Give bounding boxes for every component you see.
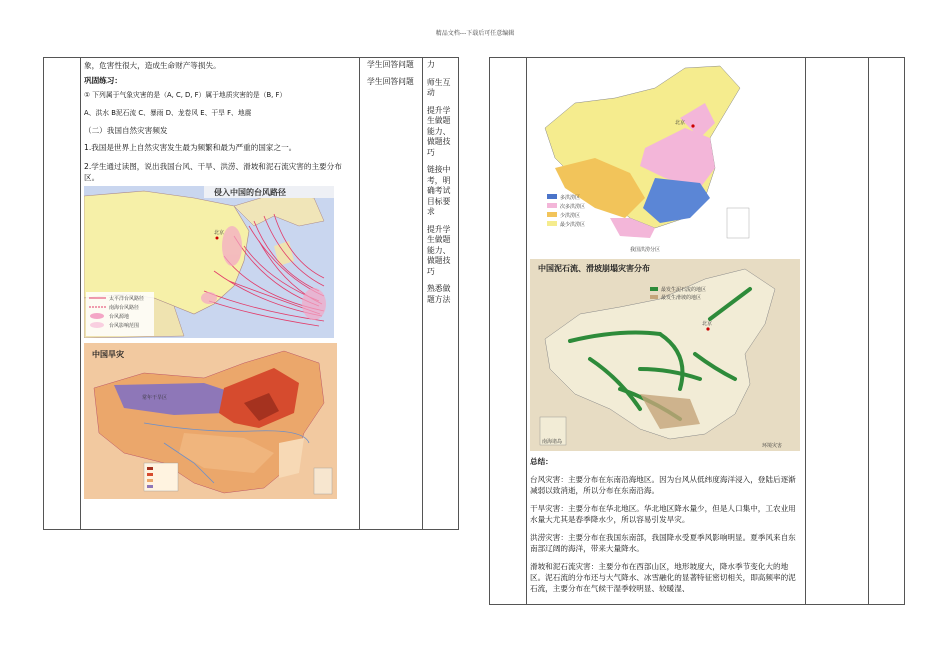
intent-4: 链接中考，明确考试目标要求 (427, 165, 451, 216)
landslide-debris-map (530, 259, 800, 451)
landslide-map-title: 中国泥石流、滑坡崩塌灾害分布 (538, 264, 650, 273)
drought-map (84, 343, 337, 499)
right-student-column (806, 58, 869, 605)
left-lesson-table (43, 57, 459, 530)
flood-legend-2: 次多洪涝区 (560, 204, 586, 210)
intent-3: 提升学生做题能力、做题技巧 (427, 105, 451, 157)
typhoon-path-map (84, 186, 334, 338)
landslide-credit: 环境灾害 (762, 443, 783, 449)
intent-6: 熟悉做题方法 (427, 284, 451, 304)
typhoon-map-title: 侵入中国的台风路径 (214, 188, 286, 197)
point-2: 2.学生通过读图，说出我国台风、干旱、洪涝、滑坡和泥石流灾害的主要分布区。 (84, 162, 342, 182)
section-2-heading: （二）我国自然灾害频发 (84, 126, 168, 135)
student-activity-2: 学生回答问题 (367, 76, 414, 86)
right-intent-column (869, 58, 905, 605)
landslide-legend-2: 最发生滑坡的地区 (661, 295, 702, 301)
flood-map-caption: 我国洪涝分区 (630, 247, 661, 253)
summary-landslide: 滑坡和泥石流灾害：主要分布在西部山区，地形坡度大，降水季节变化大的地区。泥石流的分布还与大气降水、冰雪融化的显著特征密切相关，即高频率的泥石流，主要分布在气候干湿季较明显、较暖湿、 (530, 562, 796, 593)
student-activity-column (360, 58, 423, 530)
right-blank-column (490, 58, 527, 605)
flood-legend-1: 多洪涝区 (560, 195, 581, 201)
typhoon-legend-1: 太平洋台风路径 (109, 296, 145, 302)
question-1: ① 下列属于气象灾害的是（A, C, D, F）属于地质灾害的是（B, F） (84, 91, 287, 99)
intent-2: 师生互动 (427, 77, 451, 97)
right-lesson-table (489, 57, 905, 605)
typhoon-legend-2: 南海台风路径 (109, 305, 140, 311)
practice-title: 巩固练习： (84, 76, 122, 85)
drought-map-title: 中国旱灾 (92, 350, 124, 359)
typhoon-legend-4: 台风影响范围 (109, 323, 140, 329)
summary-drought: 干旱灾害：主要分布在华北地区。华北地区降水量少，但是人口集中，工农业用水量大尤其是春季降水少，所以容易引发旱灾。 (530, 504, 796, 524)
flood-legend-4: 最少洪涝区 (560, 222, 586, 228)
landslide-beijing-label: 北京 (702, 321, 713, 327)
flood-legend-3: 少洪涝区 (560, 213, 581, 219)
question-1-options: A、洪水 B泥石流 C、暴雨 D、龙卷风 E、干旱 F、地震 (84, 109, 252, 117)
right-content-column (527, 58, 806, 605)
intent-1: 力 (427, 60, 435, 69)
design-intent-column (423, 58, 459, 530)
left-blank-column (44, 58, 81, 530)
typhoon-legend-3: 台风源地 (109, 314, 130, 320)
summary-typhoon: 台风灾害：主要分布在东南沿海地区。因为台风从低纬度海洋浸入，登陆后逐渐减弱以致消逝，所以分布在东南沿海。 (530, 475, 796, 495)
typhoon-beijing-label: 北京 (214, 230, 225, 236)
left-content-column (81, 58, 360, 530)
page-header: 精品文档---下载后可任意编辑 (435, 30, 515, 37)
flood-zone-map (535, 58, 755, 254)
flood-beijing-label: 北京 (675, 120, 686, 126)
intent-5: 提升学生做题能力、做题技巧 (427, 224, 451, 276)
summary-title: 总结： (530, 457, 553, 466)
summary-flood: 洪涝灾害：主要分布在我国东南部，我国降水受夏季风影响明显。夏季风来自东南部辽阔的海洋，带来大量降水。 (530, 533, 796, 553)
point-1: 1.我国是世界上自然灾害发生最为频繁和最为严重的国家之一。 (84, 143, 297, 152)
landslide-inset-label: 南海诸岛 (542, 439, 563, 445)
student-activity-1: 学生回答问题 (367, 60, 414, 69)
landslide-legend-1: 最发生泥石流的地区 (661, 287, 707, 293)
intro-tail-text: 象，危害性很大，造成生命财产等损失。 (84, 61, 221, 70)
drought-region-label: 常年干旱区 (142, 395, 168, 401)
